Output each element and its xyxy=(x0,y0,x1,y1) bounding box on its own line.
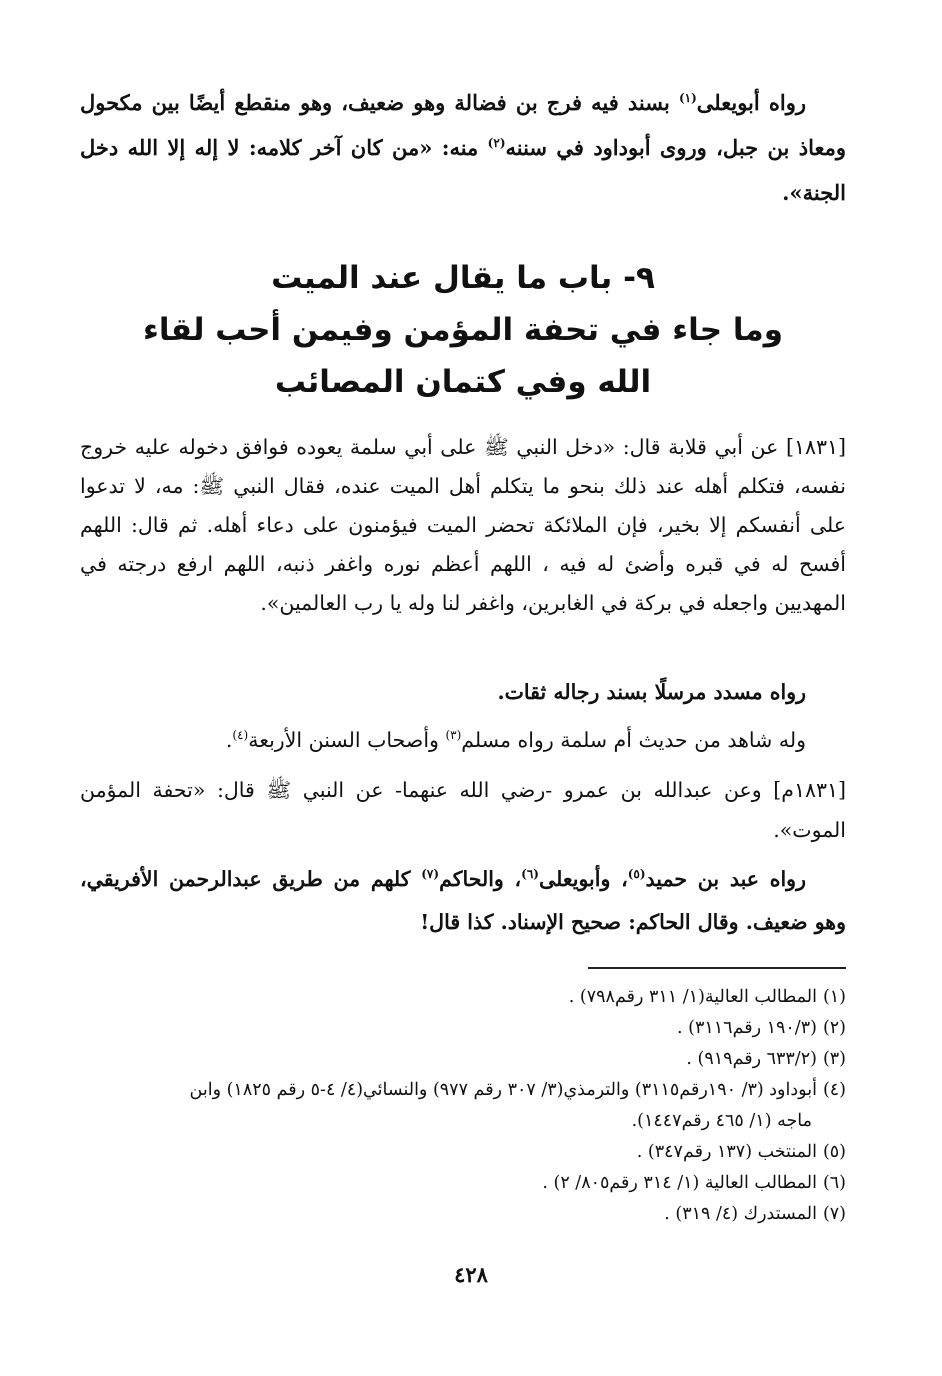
intro-text xyxy=(80,80,846,215)
chapter-heading-line-3: الله وفي كتمان المصائب xyxy=(274,364,652,400)
narration-musaddad xyxy=(80,672,846,712)
supporting-narration-text-c: . xyxy=(225,728,233,752)
footnote-ref-4[interactable]: (٤) xyxy=(232,728,249,743)
footnote-text: المستدرك (٤/ ٣١٩) . xyxy=(664,1204,817,1224)
footnote-ref-2[interactable]: (٢) xyxy=(487,136,506,150)
footnote-item xyxy=(80,1044,846,1075)
intro-text-c: منه: «من كان آخر كلامه: لا إله إلا الله دخل الجنة». xyxy=(80,135,846,205)
narration-abd-text-a: رواه عبد بن حميد xyxy=(645,867,806,891)
narration-abd-text-d: كلهم من طريق عبدالرحمن الأفريقي، وهو ضعيف. وقال الحاكم: صحيح الإسناد. كذا قال! xyxy=(80,867,846,934)
footnotes-list xyxy=(80,982,846,1230)
footnote-ref-7[interactable]: (٧) xyxy=(421,867,440,882)
hadith-1831m-text: [١٨٣١م] وعن عبدالله بن عمرو -رضي الله عنهما- عن النبي ﷺ قال: «تحفة المؤمن الموت». xyxy=(80,778,846,842)
footnote-ref-1[interactable]: (١) xyxy=(678,91,697,105)
footnote-text: (٦٣٣/٢ رقم٩١٩) . xyxy=(686,1049,817,1069)
chapter-heading-line-2: وما جاء في تحفة المؤمن وفيمن أحب لقاء xyxy=(143,312,783,348)
footnote-number: (٢) xyxy=(822,1018,846,1038)
supporting-narration xyxy=(80,720,846,760)
footnote-item xyxy=(80,1199,846,1230)
intro-text-b: بسند فيه فرج بن فضالة وهو ضعيف، وهو منقطع أيضًا بين مكحول ومعاذ بن جبل، وروى أبوداود في سننه xyxy=(80,90,846,160)
footnote-text: المنتخب (١٣٧ رقم٣٤٧) . xyxy=(636,1142,817,1162)
footnote-number: (٥) xyxy=(822,1142,846,1162)
footnote-item xyxy=(80,1075,846,1137)
narration-abd-bin-humaid xyxy=(80,858,846,944)
footnote-text: أبوداود (٣/ ١٩٠رقم٣١١٥) والترمذي(٣/ ٣٠٧ رقم ٩٧٧) والنسائي(٤/ ٤-٥ رقم ١٨٢٥) وابن xyxy=(189,1080,817,1100)
intro-paragraph xyxy=(80,80,846,215)
footnote-ref-3[interactable]: (٣) xyxy=(445,728,462,743)
narration-musaddad-text: رواه مسدد مرسلًا بسند رجاله ثقات. xyxy=(497,680,806,704)
footnote-item xyxy=(80,1013,846,1044)
footnote-number: (٤) xyxy=(822,1080,846,1100)
footnote-text: (١٩٠/٣ رقم٣١١٦) . xyxy=(677,1018,817,1038)
footnote-item xyxy=(80,982,846,1013)
footnote-item xyxy=(80,1137,846,1168)
footnote-ref-5[interactable]: (٥) xyxy=(627,867,646,882)
footnote-divider xyxy=(588,967,846,969)
footnote-text: المطالب العالية(١/ ٣١١ رقم٧٩٨) . xyxy=(568,987,817,1007)
footnote-item xyxy=(80,1168,846,1199)
footnote-text-continuation: ماجه (١/ ٤٦٥ رقم١٤٤٧). xyxy=(631,1111,812,1131)
hadith-1831 xyxy=(80,428,846,623)
narration-abd-text-b: ، وأبويعلى xyxy=(538,867,628,891)
footnote-text: المطالب العالية (١/ ٣١٤ رقم٨٠٥/ ٢) . xyxy=(542,1173,817,1193)
hadith-1831-text: [١٨٣١] عن أبي قلابة قال: «دخل النبي ﷺ على أبي سلمة يعوده فوافق دخوله عليه خروج نفسه، فتكلم أهله عند ذلك بنحو ما يتكلم أهل الميت عنده، فقال النبي ﷺ: مه، لا تدعوا على أنفسكم إلا بخير، فإن الملائكة تحضر الميت فيؤمنون على دعاء أهله. ثم قال: اللهم أفسح له في قبره وأضئ له فيه ، اللهم أعظم نوره واغفر ذنبه، اللهم ارفع درجته في المهديين واجعله في بركة في الغابرين، واغفر لنا وله يا رب العالمين». xyxy=(80,435,846,615)
chapter-heading xyxy=(80,252,846,408)
footnote-number: (١) xyxy=(822,987,846,1007)
hadith-1831m xyxy=(80,770,846,850)
supporting-narration-text-a: وله شاهد من حديث أم سلمة رواه مسلم xyxy=(461,728,806,752)
intro-text-a: رواه أبويعلى xyxy=(696,90,806,115)
supporting-narration-text-b: وأصحاب السنن الأربعة xyxy=(248,728,446,752)
chapter-heading-line-1: ٩- باب ما يقال عند الميت xyxy=(271,260,655,296)
footnote-number: (٣) xyxy=(822,1049,846,1069)
footnote-ref-6[interactable]: (٦) xyxy=(521,867,539,882)
narration-abd-text-c: ، والحاكم xyxy=(439,867,522,891)
page-number: ٤٢٨ xyxy=(454,1262,488,1287)
footnote-number: (٧) xyxy=(822,1204,846,1224)
footnote-number: (٦) xyxy=(822,1173,846,1193)
